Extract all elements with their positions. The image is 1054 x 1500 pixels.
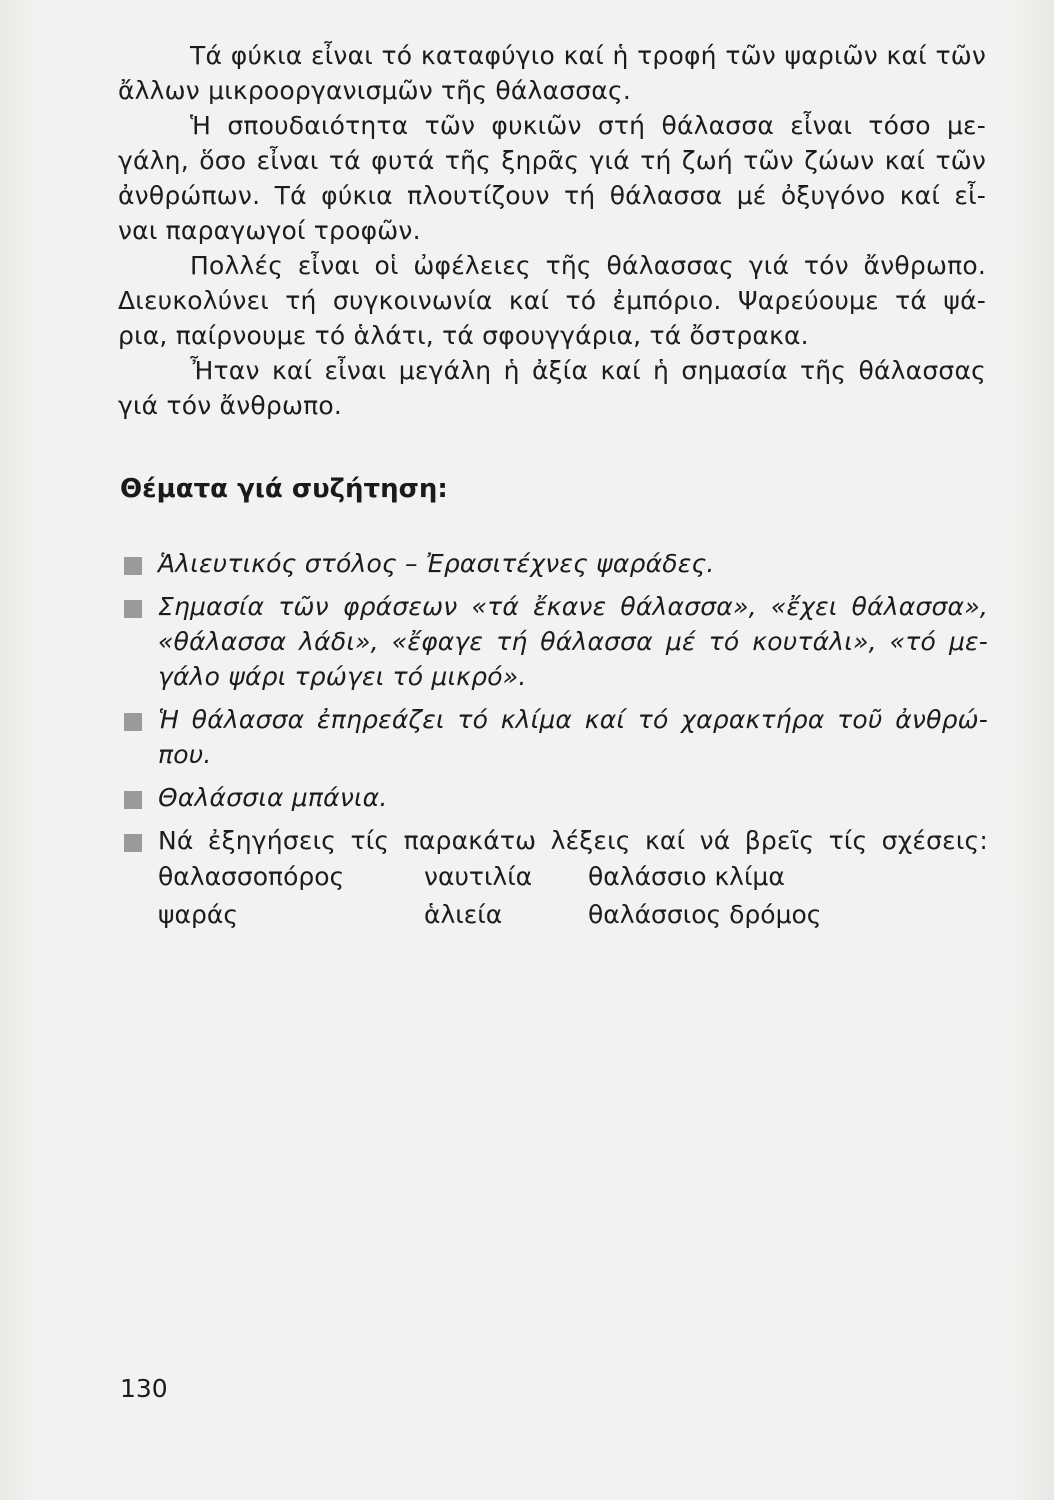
topic-line: Νά ἐξηγήσεις τίς παρακάτω λέξεις καί νά βρεῖς τίς σχέσεις: [158,826,988,855]
topic-line: Θαλάσσια μπάνια. [158,783,388,812]
topic-line: Σημασία τῶν φράσεων «τά ἔκανε θάλασσα», «ἔχει θάλασσα», [158,592,988,621]
vocabulary-word: θαλασσοπόρος [158,862,345,891]
topic-line: Ἁλιευτικός στόλος – Ἐρασιτέχνες ψαράδες. [158,549,715,578]
square-bullet-icon [124,834,142,852]
text-line: Διευκολύνει τή συγκοινωνία καί τό ἐμπόριο. Ψαρεύουμε τά ψά- [118,286,986,315]
page-number: 130 [120,1374,168,1403]
topic-line: γάλο ψάρι τρώγει τό μικρό». [158,662,527,691]
topic-item [122,823,988,938]
topic-line: «θάλασσα λάδι», «ἔφαγε τή θάλασσα μέ τό κουτάλι», «τό με- [158,627,988,656]
square-bullet-icon [124,791,142,809]
discussion-topics [122,546,988,946]
topic-item [122,702,988,772]
vocabulary-word: ἁλιεία [424,900,503,929]
topic-line: που. [158,740,212,769]
paragraph-3 [118,248,986,353]
text-line: γάλη, ὅσο εἶναι τά φυτά τῆς ξηρᾶς γιά τή ζωή τῶν ζώων καί τῶν [118,146,986,175]
section-heading: Θέματα γιά συζήτηση: [120,474,448,504]
vocabulary-table [158,862,988,938]
text-line: Ἦταν καί εἶναι μεγάλη ἡ ἀξία καί ἡ σημασία τῆς θάλασσας [190,356,986,385]
vocabulary-word: ψαράς [158,900,238,929]
text-line: ἀνθρώπων. Τά φύκια πλουτίζουν τή θάλασσα μέ ὀξυγόνο καί εἶ- [118,181,986,210]
paragraph-1 [118,38,986,108]
paragraph-2 [118,108,986,248]
topic-line: Ἡ θάλασσα ἐπηρεάζει τό κλίμα καί τό χαρακτήρα τοῦ ἀνθρώ- [158,705,988,734]
topic-item [122,589,988,694]
body-text [118,38,986,423]
square-bullet-icon [124,600,142,618]
vocabulary-word: θαλάσσιο κλίμα [588,862,785,891]
vocabulary-row [158,862,988,900]
vocabulary-word: ναυτιλία [424,862,533,891]
text-line: Ἡ σπουδαιότητα τῶν φυκιῶν στή θάλασσα εἶναι τόσο με- [190,111,986,140]
text-line: Τά φύκια εἶναι τό καταφύγιο καί ἡ τροφή τῶν ψαριῶν καί τῶν [190,41,986,70]
text-line: ναι παραγωγοί τροφῶν. [118,216,421,245]
vocabulary-row [158,900,988,938]
vocabulary-word: θαλάσσιος δρόμος [588,900,822,929]
text-line: ἄλλων μικροοργανισμῶν τῆς θάλασσας. [118,76,631,105]
paragraph-4 [118,353,986,423]
topic-item [122,780,988,815]
topic-item [122,546,988,581]
square-bullet-icon [124,557,142,575]
text-line: γιά τόν ἄνθρωπο. [118,391,342,420]
text-line: Πολλές εἶναι οἱ ὠφέλειες τῆς θάλασσας γιά τόν ἄνθρωπο. [190,251,986,280]
square-bullet-icon [124,713,142,731]
text-line: ρια, παίρνουμε τό ἁλάτι, τά σφουγγάρια, τά ὄστρακα. [118,321,809,350]
